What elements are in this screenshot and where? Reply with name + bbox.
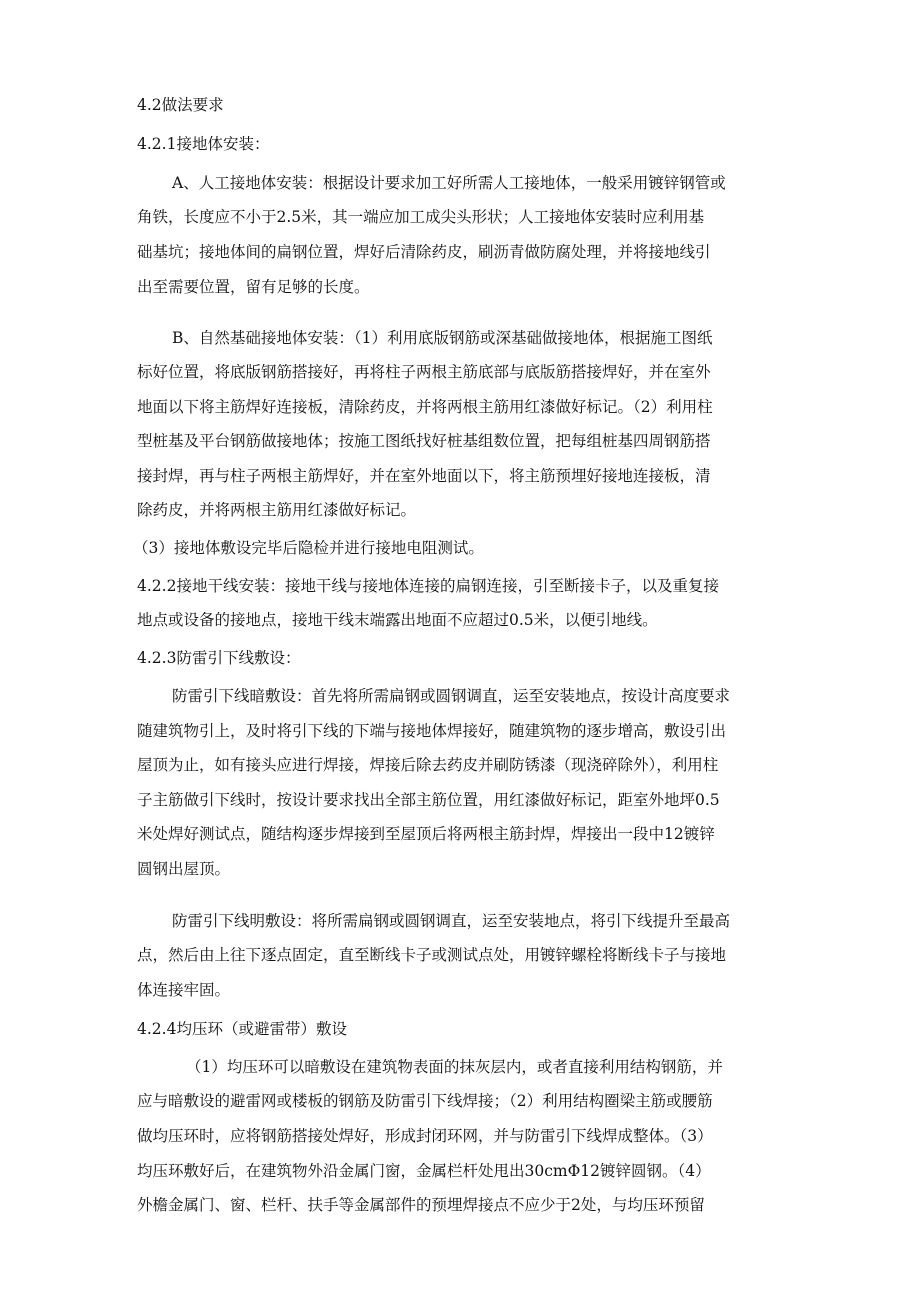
paragraph-line: 屋顶为止，如有接头应进行焊接，焊接后除去药皮并刷防锈漆（现浇碎除外），利用柱 xyxy=(137,756,719,774)
paragraph-line: 除药皮，并将两根主筋用红漆做好标记。 xyxy=(137,501,417,519)
paragraph-line: 应与暗敷设的避雷网或楼板的钢筋及防雷引下线焊接；（2）利用结构圈梁主筋或腰筋 xyxy=(137,1092,713,1110)
paragraph-line: 础基坑；接地体间的扁钢位置，焊好后清除药皮，刷沥青做防腐处理，并将接地线引 xyxy=(137,243,711,261)
paragraph-line: 地点或设备的接地点，接地干线末端露出地面不应超过0.5米，以便引地线。 xyxy=(137,611,658,629)
paragraph-line: 做均压环时，应将钢筋搭接处焊好，形成封闭环网，并与防雷引下线焊成整体。（3） xyxy=(137,1127,713,1145)
section-heading-4-2-1: 4.2.1接地体安装： xyxy=(137,135,270,153)
paragraph-line: 接封焊，再与柱子两根主筋焊好，并在室外地面以下，将主筋预埋好接地连接板，清 xyxy=(137,467,711,485)
paragraph-line: 型桩基及平台钢筋做接地体；按施工图纸找好桩基组数位置，把每组桩基四周钢筋搭 xyxy=(137,432,711,450)
paragraph-line: 出至需要位置，留有足够的长度。 xyxy=(137,278,370,296)
paragraph-line: 随建筑物引上，及时将引下线的下端与接地体焊接好，随建筑物的逐步增高，敷设引出 xyxy=(137,722,727,740)
paragraph-line: 点，然后由上往下逐点固定，直至断线卡子或测试点处，用镀锌螺栓将断线卡子与接地 xyxy=(137,946,727,964)
paragraph-line: 地面以下将主筋焊好连接板，清除药皮，并将两根主筋用红漆做好标记。（2）利用柱 xyxy=(137,398,713,416)
paragraph-line: 防雷引下线暗敷设：首先将所需扁钢或圆钢调直，运至安装地点，按设计高度要求 xyxy=(172,687,731,705)
paragraph-line: 米处焊好测试点，随结构逐步焊接到至屋顶后将两根主筋封焊，焊接出一段中12镀锌 xyxy=(137,825,715,843)
paragraph-line: 圆钢出屋顶。 xyxy=(137,860,231,878)
paragraph-line: A、人工接地体安装：根据设计要求加工好所需人工接地体，一般采用镀锌钢管或 xyxy=(172,174,726,192)
section-heading-4-2-4: 4.2.4均压环（或避雷带）敷设 xyxy=(137,1020,347,1038)
paragraph-line: B、自然基础接地体安装：（1）利用底版钢筋或深基础做接地体，根据施工图纸 xyxy=(172,329,713,347)
section-heading-4-2: 4.2做法要求 xyxy=(137,96,224,114)
section-heading-4-2-2: 4.2.2接地干线安装：接地干线与接地体连接的扁钢连接，引至断接卡子，以及重复接 xyxy=(137,577,719,595)
paragraph-line: 子主筋做引下线时，按设计要求找出全部主筋位置，用红漆做好标记，距室外地坪0.5 xyxy=(137,791,720,809)
section-heading-4-2-3: 4.2.3防雷引下线敷设： xyxy=(137,649,301,667)
paragraph-line: 防雷引下线明敷设：将所需扁钢或圆钢调直，运至安装地点，将引下线提升至最高 xyxy=(172,912,731,930)
paragraph-line: （1）均压环可以暗敷设在建筑物表面的抹灰层内，或者直接利用结构钢筋，并 xyxy=(186,1058,723,1076)
paragraph-line: 外檐金属门、窗、栏杆、扶手等金属部件的预埋焊接点不应少于2处，与均压环预留 xyxy=(137,1196,705,1214)
paragraph-line: 标好位置，将底版钢筋搭接好，再将柱子两根主筋底部与底版筋搭接焊好，并在室外 xyxy=(137,363,711,381)
paragraph-line: 均压环敷好后，在建筑物外沿金属门窗，金属栏杆处甩出30cmΦ12镀锌圆钢。（4） xyxy=(137,1162,711,1180)
paragraph-line: 体连接牢固。 xyxy=(137,981,231,999)
paragraph-line: 角铁，长度应不小于2.5米，其一端应加工成尖头形状；人工接地体安装时应利用基 xyxy=(137,208,705,226)
paragraph-line: （3）接地体敷设完毕后隐检并进行接地电阻测试。 xyxy=(133,539,484,557)
